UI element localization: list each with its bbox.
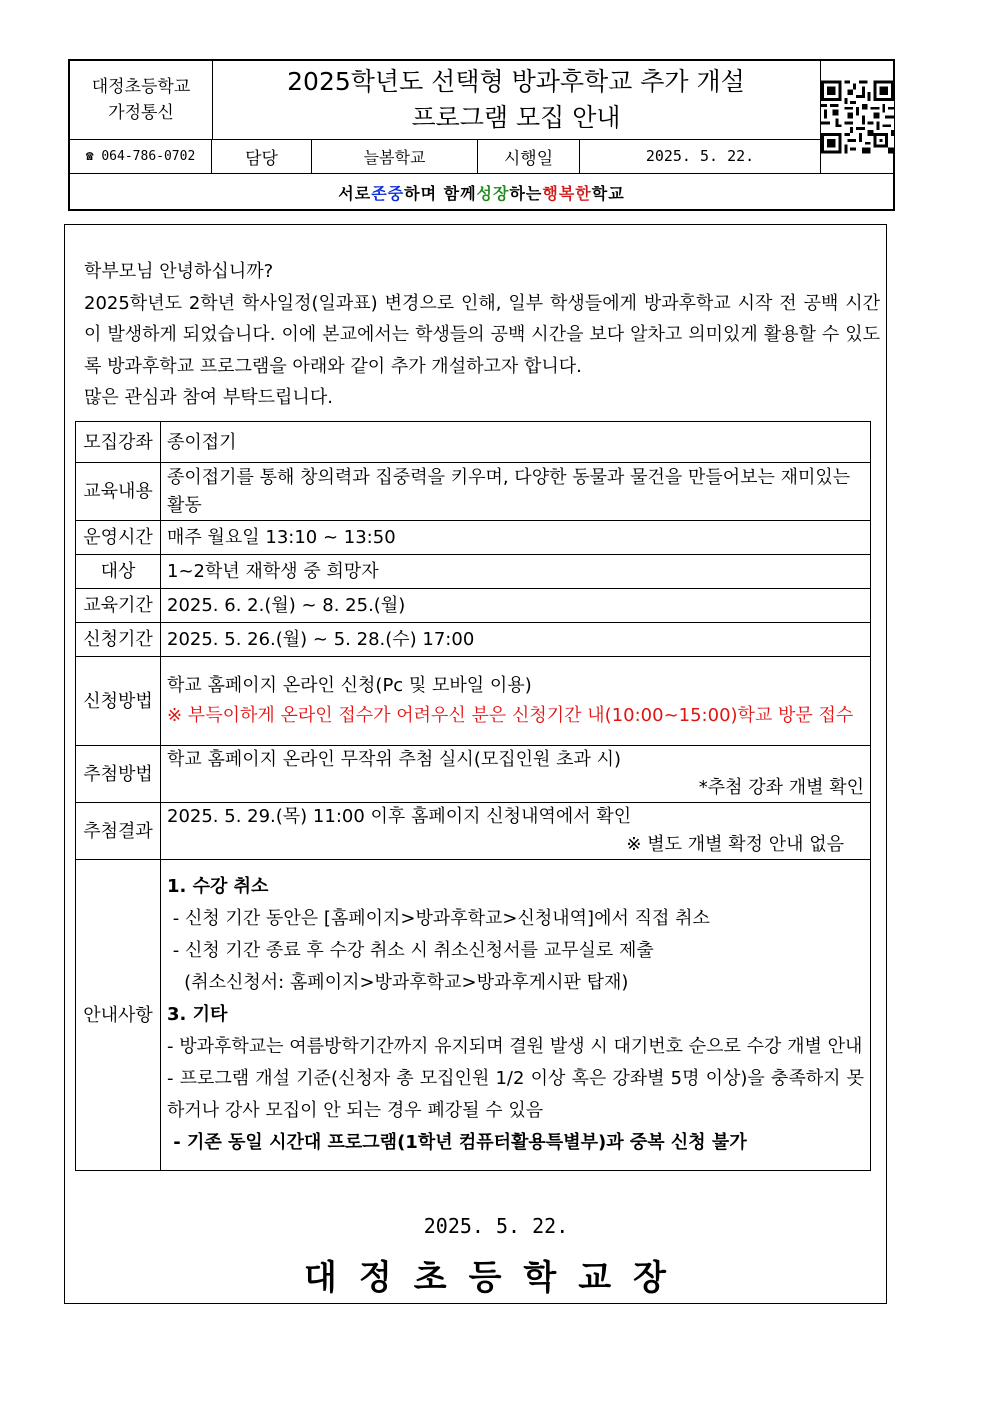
notice-item: - 신청 기간 동안은 [홈페이지>방과후학교>신청내역]에서 직접 취소 <box>167 908 710 929</box>
motto-part: 존중 <box>371 183 405 203</box>
row-value <box>161 860 871 1171</box>
row-value: 종이접기 <box>161 422 871 463</box>
result-line: 2025. 5. 29.(목) 11:00 이후 홈페이지 신청내역에서 확인 <box>167 806 632 827</box>
phone-number: ☎ 064-786-0702 <box>70 139 212 173</box>
intro-paragraph: 2025학년도 2학년 학사일정(일과표) 변경으로 인해, 일부 학생들에게 방과후학교 시작 전 공백 시간이 발생하게 되었습니다. 이에 본교에서는 학생들의 공백 시간을 보다 알차고 의미있게 활용할 수 있도록 방과후학교 프로그램을 아래와 같이 추가 개설하고자 합니다. <box>84 292 880 377</box>
footer-date: 2025. 5. 22. <box>423 1214 569 1238</box>
row-value: 2025. 5. 26.(월) ~ 5. 28.(수) 17:00 <box>161 623 871 657</box>
row-label: 운영시간 <box>76 521 161 555</box>
table-row <box>76 657 871 746</box>
table-row <box>76 589 871 623</box>
school-name-cell <box>70 61 213 140</box>
document-title <box>212 61 820 140</box>
letter-header <box>68 59 895 211</box>
row-label: 모집강좌 <box>76 422 161 463</box>
school-name: 대정초등학교 <box>91 77 191 97</box>
row-label: 신청방법 <box>76 657 161 746</box>
notice-heading: 1. 수강 취소 <box>167 876 269 897</box>
motto-part: 하는 <box>509 183 543 203</box>
school-motto <box>70 173 893 210</box>
row-label: 교육내용 <box>76 463 161 521</box>
table-row <box>76 555 871 589</box>
row-value: 매주 월요일 13:10 ~ 13:50 <box>161 521 871 555</box>
row-value: 2025. 6. 2.(월) ~ 8. 25.(월) <box>161 589 871 623</box>
row-value: 1~2학년 재학생 중 희망자 <box>161 555 871 589</box>
motto-part: 하며 함께 <box>404 183 477 203</box>
motto-part: 학교 <box>591 183 625 203</box>
row-label: 추첨결과 <box>76 803 161 860</box>
notice-item: - 프로그램 개설 기준(신청자 총 모집인원 1/2 이상 혹은 강좌별 5명 이상)을 충족하지 못하거나 강사 모집이 안 되는 경우 폐강될 수 있음 <box>167 1068 864 1121</box>
row-label: 안내사항 <box>76 860 161 1171</box>
lottery-line: 학교 홈페이지 온라인 무작위 추첨 실시(모집인원 초과 시) <box>167 749 622 770</box>
method-line: 학교 홈페이지 온라인 신청(Pc 및 모바일 이용) <box>167 675 532 696</box>
result-note: ※ 별도 개별 확정 안내 없음 <box>626 834 844 855</box>
row-label: 교육기간 <box>76 589 161 623</box>
notice-item: - 방과후학교는 여름방학기간까지 유지되며 결원 발생 시 대기번호 순으로 수강 개별 안내 <box>167 1036 863 1057</box>
notice-heading: 3. 기타 <box>167 1004 228 1025</box>
closing: 많은 관심과 참여 부탁드립니다. <box>84 387 333 408</box>
contact-row <box>70 139 820 173</box>
motto-part: 행복한 <box>542 183 592 203</box>
newsletter-label: 가정통신 <box>108 103 174 123</box>
lottery-note: *추첨 강좌 개별 확인 <box>698 777 864 798</box>
table-row <box>76 746 871 803</box>
notice-item: - 기존 동일 시간대 프로그램(1학년 컴퓨터활용특별부)과 중복 신청 불가 <box>167 1132 747 1153</box>
title-line-1: 2025학년도 선택형 방과후학교 추가 개설 <box>287 67 745 96</box>
title-line-2: 프로그램 모집 안내 <box>411 103 621 132</box>
program-info-table <box>75 421 871 1171</box>
table-row <box>76 422 871 463</box>
row-value: 종이접기를 통해 창의력과 집중력을 키우며, 다양한 동물과 물건을 만들어보는 재미있는 활동 <box>161 463 871 521</box>
issue-date-value: 2025. 5. 22. <box>645 147 755 165</box>
row-label: 대상 <box>76 555 161 589</box>
qr-code-icon[interactable] <box>821 67 894 167</box>
row-value <box>161 657 871 746</box>
table-row <box>76 803 871 860</box>
table-row <box>76 623 871 657</box>
table-row <box>76 860 871 1171</box>
motto-part: 성장 <box>476 183 510 203</box>
notice-item: (취소신청서: 홈페이지>방과후학교>방과후게시판 탑재) <box>167 972 629 993</box>
row-value <box>161 803 871 860</box>
table-row <box>76 463 871 521</box>
principal-signature: 대정초등학교장 <box>304 1258 688 1298</box>
contact-label: 담당 <box>212 139 312 173</box>
greeting: 학부모님 안녕하십니까? <box>84 261 274 282</box>
intro-text <box>74 256 880 414</box>
table-row <box>76 521 871 555</box>
row-value <box>161 746 871 803</box>
method-note: ※ 부득이하게 온라인 접수가 어려우신 분은 신청기간 내(10:00~15:00)학교 방문 접수 <box>167 705 854 726</box>
qr-code-cell <box>820 61 894 173</box>
row-label: 신청기간 <box>76 623 161 657</box>
contact-value: 늘봄학교 <box>312 139 478 173</box>
notice-item: - 신청 기간 종료 후 수강 취소 시 취소신청서를 교무실로 제출 <box>167 940 654 961</box>
row-label: 추첨방법 <box>76 746 161 803</box>
issue-date-label: 시행일 <box>478 139 580 173</box>
motto-part: 서로 <box>338 183 372 203</box>
